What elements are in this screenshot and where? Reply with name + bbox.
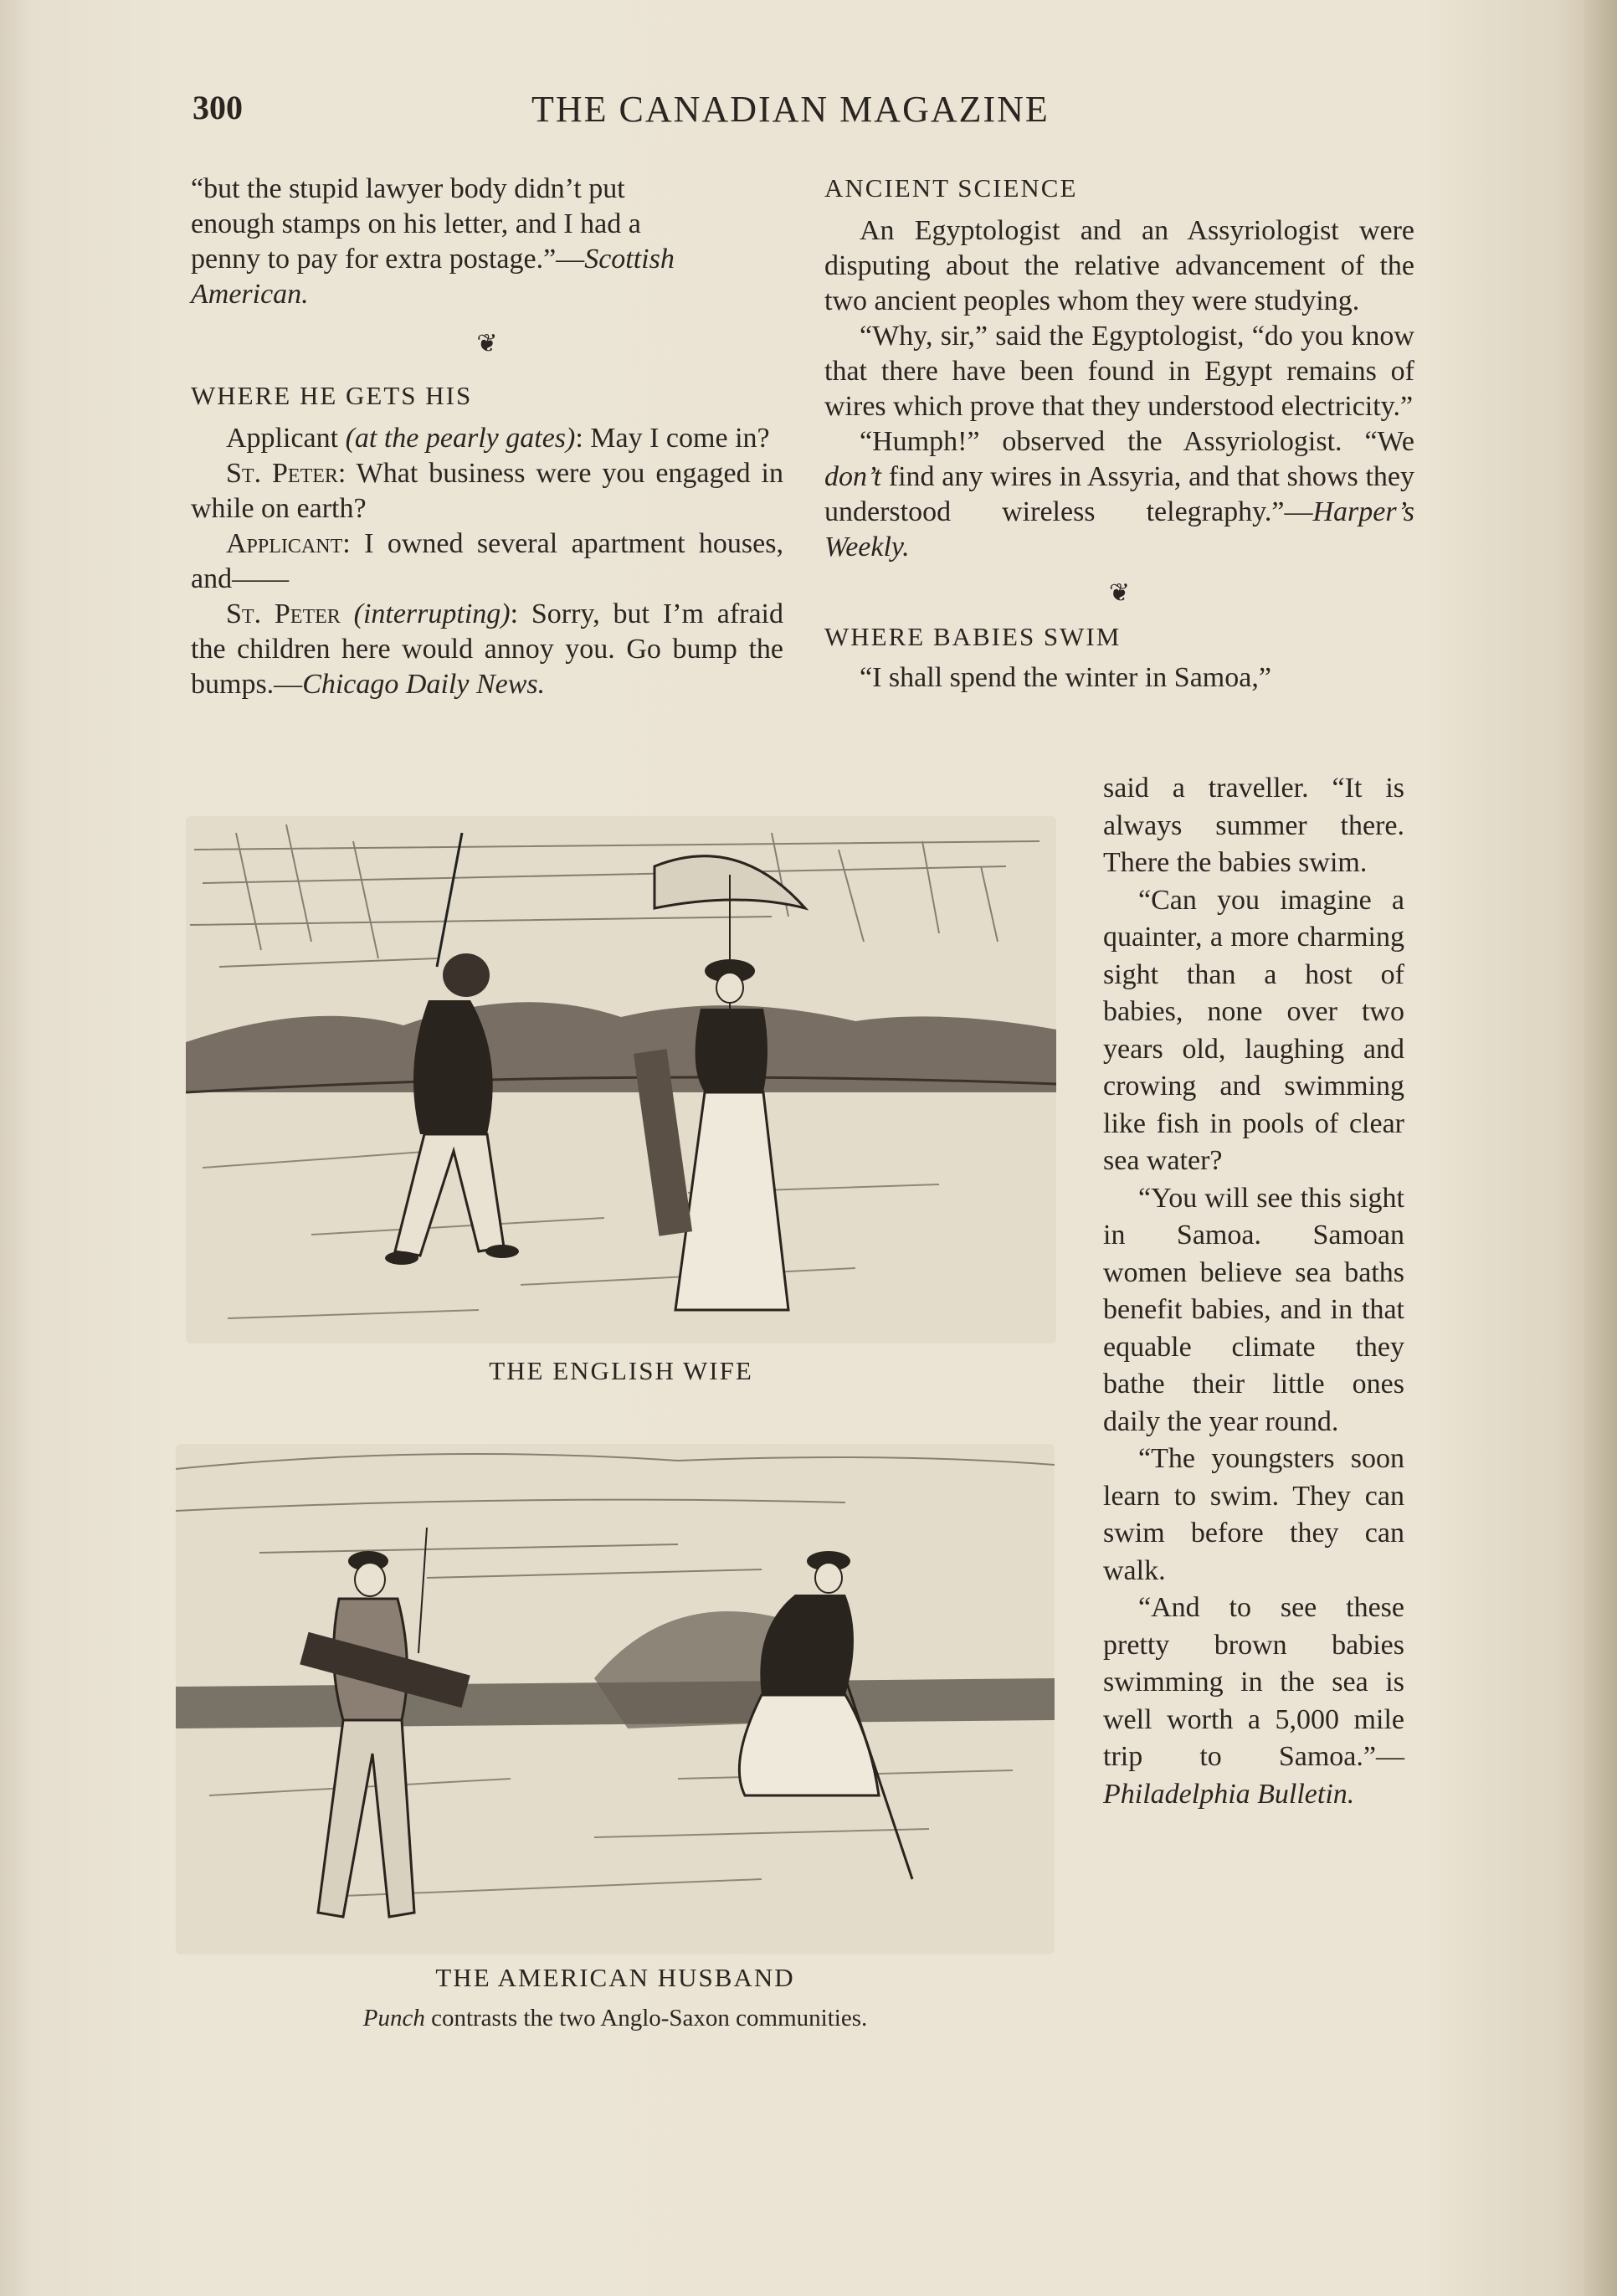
dialogue-line: St. Peter: What business were you engaged in while on earth?	[191, 458, 783, 524]
right-column	[824, 172, 1414, 696]
story-title: WHERE HE GETS HIS	[191, 381, 473, 410]
paragraph: “Can you imagine a quainter, a more charming sight than a host of babies, none over two years old, laughing and crowing and swimming like fish in pools of clear sea water?	[1103, 884, 1404, 1176]
dialogue-line: Applicant (at the pearly gates): May I come in?	[226, 423, 770, 454]
page-header	[192, 88, 1414, 138]
leaf-ornament: ❦	[476, 330, 498, 357]
golf-scene-drawing	[186, 816, 1056, 1343]
paragraph: “Humph!” observed the Assyriologist. “We don’t find any wires in Assyria, and that shows they understood wireless telegraphy.”—Harper’s Weekly.	[824, 426, 1414, 562]
running-title: THE CANADIAN MAGAZINE	[531, 89, 1050, 130]
paragraph: “I shall spend the winter in Samoa,”	[860, 662, 1271, 693]
narrow-column	[1103, 770, 1404, 1813]
golf-scene-drawing-2	[176, 1444, 1055, 1954]
dialogue-line: St. Peter (interrupting): Sorry, but I’m afraid the children here would annoy you. Go bump the bumps.—Chicago Daily News.	[191, 598, 784, 700]
paragraph: An Egyptologist and an Assyriologist were disputing about the relative advancement of the two ancient peoples whom they were studying.	[824, 215, 1414, 316]
dialogue-line: Applicant: I owned several apartment houses, and——	[191, 528, 783, 594]
paragraph: “Why, sir,” said the Egyptologist, “do you know that there have been found in Egypt remains of wires which prove that they understood electricity.”	[824, 321, 1414, 422]
leaf-ornament: ❦	[1108, 579, 1131, 607]
american-husband-caption: THE AMERICAN HUSBAND	[435, 1963, 795, 1992]
continued-line: “but the stupid lawyer body didn’t put	[191, 173, 625, 204]
paragraph: “You will see this sight in Samoa. Samoan women believe sea baths benefit babies, and in that equable climate they bathe their little ones daily the year round.	[1103, 1182, 1404, 1437]
continued-text	[191, 172, 783, 312]
story-title: ANCIENT SCIENCE	[824, 173, 1078, 203]
english-wife-caption: THE ENGLISH WIFE	[489, 1356, 753, 1385]
continued-line: penny to pay for extra postage.”—	[191, 244, 585, 275]
paragraph: said a traveller. “It is always summer there. There the babies swim.	[1103, 773, 1404, 878]
illustration-credit: Punch contrasts the two Anglo-Saxon communities.	[362, 2005, 868, 2031]
left-column	[191, 172, 783, 702]
story-title: WHERE BABIES SWIM	[824, 622, 1122, 651]
american-husband-illustration	[176, 1444, 1055, 1954]
source-credit: Scottish American.	[191, 244, 675, 310]
page-edge-shadow	[1584, 0, 1617, 2296]
page-number: 300	[192, 89, 243, 126]
paragraph: “And to see these pretty brown babies swimming in the sea is well worth a 5,000 mile trip to Samoa.”—Philadelphia Bulletin.	[1103, 1592, 1404, 1810]
continued-line: enough stamps on his letter, and I had a	[191, 208, 641, 239]
english-wife-illustration	[186, 816, 1056, 1343]
paragraph: “The youngsters soon learn to swim. They can swim before they can walk.	[1103, 1443, 1404, 1586]
